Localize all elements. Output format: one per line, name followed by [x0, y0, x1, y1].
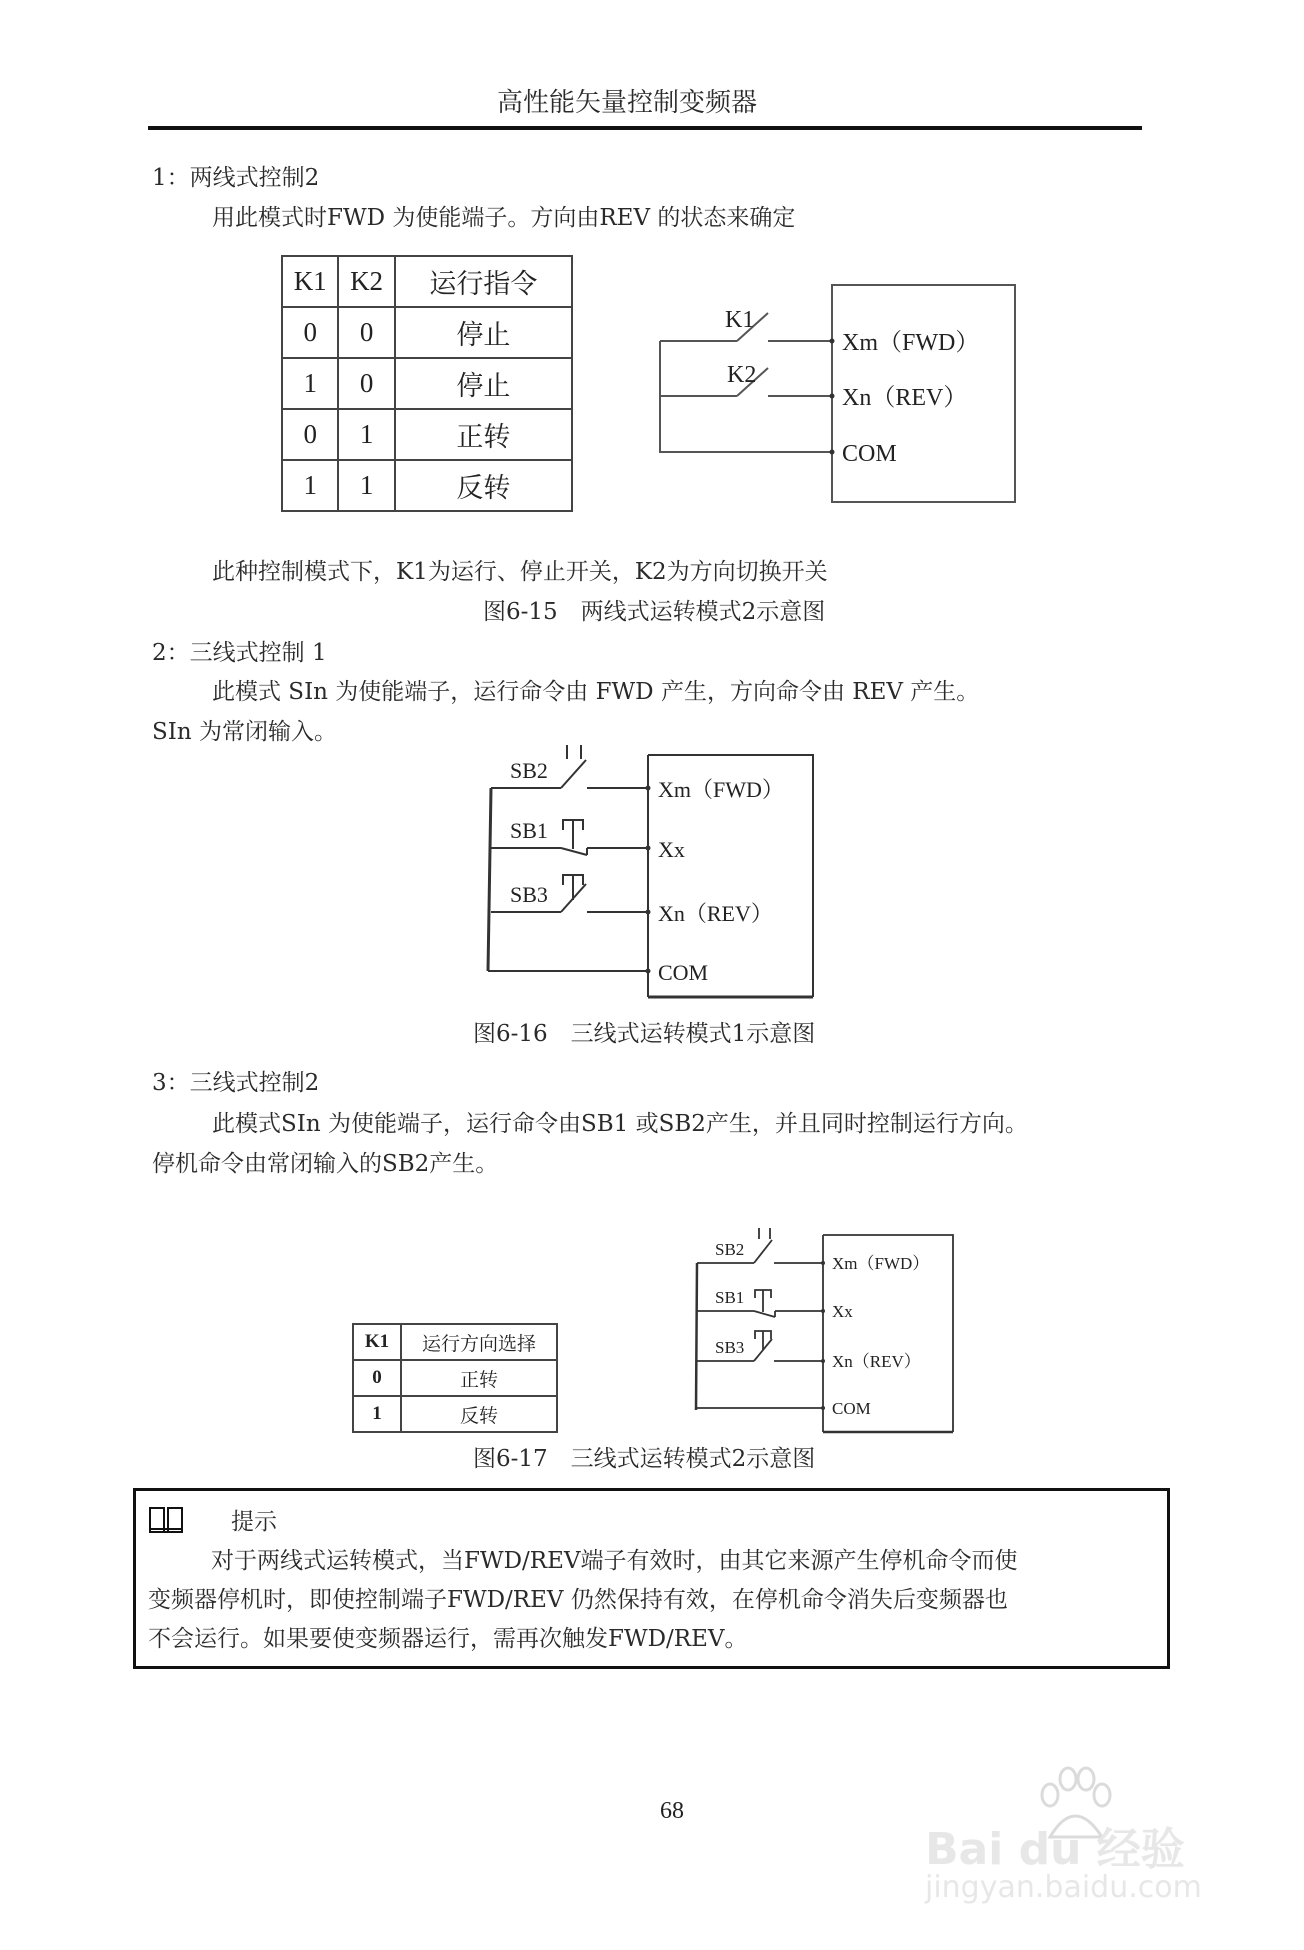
col-header: 运行指令 — [395, 256, 572, 307]
table-cell: 1 — [338, 409, 394, 460]
section3-line1: 此模式SIn 为使能端子，运行命令由SB1 或SB2产生，并且同时控制运行方向。 — [212, 1111, 1028, 1137]
table-cell: 1 — [282, 460, 338, 511]
header-rule — [148, 126, 1142, 130]
table-cell: 正转 — [395, 409, 572, 460]
page-number: 68 — [660, 1798, 684, 1824]
tip-box — [133, 1488, 1170, 1669]
table-cell: 反转 — [401, 1396, 557, 1432]
table-row — [282, 460, 572, 511]
terminal-label: COM — [658, 960, 709, 985]
figure-caption-6-15: 图6-15 两线式运转模式2示意图 — [483, 599, 826, 625]
col-header: K2 — [338, 256, 394, 307]
table-row — [353, 1396, 557, 1432]
figure-caption-6-16: 图6-16 三线式运转模式1示意图 — [473, 1021, 816, 1047]
switch-label: SB2 — [715, 1240, 745, 1259]
switch-label: K1 — [725, 307, 755, 333]
table-cell: 1 — [338, 460, 394, 511]
figure-caption-6-17: 图6-17 三线式运转模式2示意图 — [473, 1446, 816, 1472]
table-cell: 1 — [282, 358, 338, 409]
switch-label: SB2 — [510, 758, 548, 783]
col-header: 运行方向选择 — [401, 1324, 557, 1360]
terminal-label: Xn（REV） — [842, 385, 968, 411]
section1-intro: 用此模式时FWD 为使能端子。方向由REV 的状态来确定 — [212, 205, 796, 231]
three-wire-diagram-1 — [483, 745, 823, 1005]
terminal-label: Xn（REV） — [658, 901, 773, 926]
table-row — [282, 307, 572, 358]
tip-line2: 变频器停机时，即使控制端子FWD/REV 仍然保持有效，在停机命令消失后变频器也 — [148, 1587, 1008, 1613]
switch-label: SB3 — [715, 1338, 745, 1357]
section2-heading: 2：三线式控制 1 — [152, 640, 327, 666]
col-header: K1 — [353, 1324, 401, 1360]
switch-label: SB1 — [510, 818, 548, 843]
terminal-label: Xm（FWD） — [842, 330, 980, 356]
table-cell: 0 — [282, 307, 338, 358]
watermark-url: jingyan.baidu.com — [925, 1870, 1202, 1905]
table-cell: 停止 — [395, 307, 572, 358]
watermark-brand: Bai du 经验 — [925, 1824, 1185, 1875]
table-cell: 0 — [338, 307, 394, 358]
table-header-row — [282, 256, 572, 307]
table-cell: 正转 — [401, 1360, 557, 1396]
table-row — [282, 358, 572, 409]
terminal-label: Xx — [658, 837, 685, 862]
switch-label: SB3 — [510, 882, 548, 907]
two-wire-truth-table — [281, 255, 573, 512]
section1-note: 此种控制模式下，K1为运行、停止开关，K2为方向切换开关 — [212, 559, 828, 585]
terminal-label: Xx — [832, 1302, 853, 1321]
page-header-title: 高性能矢量控制变频器 — [497, 88, 758, 118]
baidu-watermark — [925, 1765, 1225, 1925]
table-cell: 反转 — [395, 460, 572, 511]
section1-heading: 1：两线式控制2 — [152, 165, 320, 191]
table-cell: 1 — [353, 1396, 401, 1432]
section2-line1: 此模式 SIn 为使能端子，运行命令由 FWD 产生，方向命令由 REV 产生。 — [212, 679, 980, 705]
section2-line2: SIn 为常闭输入。 — [152, 719, 337, 745]
book-icon — [148, 1505, 184, 1535]
table-cell: 0 — [338, 358, 394, 409]
section3-heading: 3：三线式控制2 — [152, 1070, 320, 1096]
tip-line1: 对于两线式运转模式，当FWD/REV端子有效时，由其它来源产生停机命令而使 — [211, 1548, 1018, 1574]
direction-select-table — [352, 1323, 558, 1433]
terminal-label: COM — [842, 441, 897, 467]
col-header: K1 — [282, 256, 338, 307]
switch-label: K2 — [727, 362, 757, 388]
table-row — [353, 1360, 557, 1396]
table-row — [282, 409, 572, 460]
terminal-label: Xn（REV） — [832, 1352, 921, 1371]
terminal-label: Xm（FWD） — [658, 777, 784, 802]
two-wire-diagram — [655, 280, 1025, 510]
table-header-row — [353, 1324, 557, 1360]
table-cell: 0 — [282, 409, 338, 460]
terminal-label: COM — [832, 1399, 871, 1418]
three-wire-diagram-2 — [692, 1228, 962, 1440]
table-cell: 停止 — [395, 358, 572, 409]
switch-label: SB1 — [715, 1288, 745, 1307]
table-cell: 0 — [353, 1360, 401, 1396]
section3-line2: 停机命令由常闭输入的SB2产生。 — [152, 1151, 499, 1177]
tip-title: 提示 — [231, 1509, 277, 1535]
terminal-label: Xm（FWD） — [832, 1254, 930, 1273]
tip-line3: 不会运行。如果要使变频器运行，需再次触发FWD/REV。 — [148, 1626, 748, 1652]
